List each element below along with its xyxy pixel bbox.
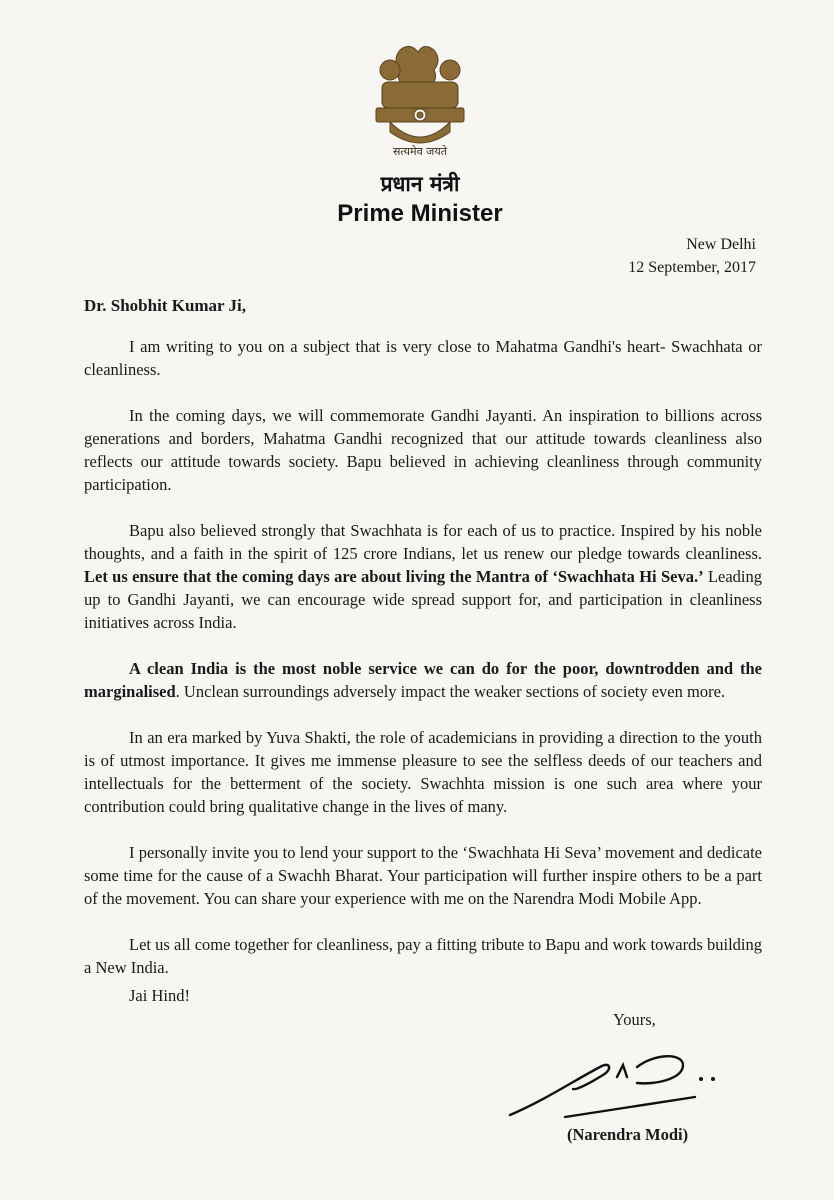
salutation: Dr. Shobhit Kumar Ji, — [84, 296, 247, 315]
paragraph-1: I am writing to you on a subject that is very close to Mahatma Gandhi's heart- Swachhata or cleanliness. — [84, 337, 762, 379]
paragraph-3-emphasis: Let us ensure that the coming days are about living the Mantra of ‘Swachhata Hi Seva.’ — [84, 567, 704, 586]
paragraph-3-text-a: Bapu also believed strongly that Swachhata is for each of us to practice. Inspired by his noble thoughts, and a faith in the spirit of 125 crore Indians, let us renew our pledge towards cleanliness. — [84, 521, 762, 563]
dateline-date: 12 September, 2017 — [628, 259, 756, 276]
letter-body — [84, 335, 762, 1002]
handwritten-signature — [505, 1045, 735, 1125]
paragraph-5: In an era marked by Yuva Shakti, the role of academicians in providing a direction to the youth is of utmost importance. It gives me immense pleasure to see the selfless deeds of our teachers and intellectuals for the betterment of the society. Swachhta mission is one such area where your contribution could bring qualitative change in the lives of many. — [84, 728, 762, 816]
dateline-place: New Delhi — [686, 236, 756, 253]
office-title-english: Prime Minister — [337, 200, 503, 227]
paragraph-2: In the coming days, we will commemorate Gandhi Jayanti. An inspiration to billions across generations and borders, Mahatma Gandhi recognized that our attitude towards cleanliness also reflects our attitude towards society. Bapu believed in achieving cleanliness through community participation. — [84, 406, 762, 494]
paragraph-4 — [84, 657, 762, 703]
yours-closing: Yours, — [613, 1010, 656, 1029]
sign-off: Jai Hind! — [129, 986, 190, 1005]
office-title-hindi: प्रधान मंत्री — [380, 172, 460, 196]
paragraph-3-text-b: Leading up to Gandhi Jayanti, we can encourage wide spread support for, and participation in cleanliness initiatives across India. — [84, 567, 762, 632]
paragraph-3 — [84, 519, 762, 634]
signatory-name: (Narendra Modi) — [567, 1125, 689, 1144]
paragraph-4-text: . Unclean surroundings adversely impact the weaker sections of society even more. — [175, 682, 726, 701]
paragraph-6: I personally invite you to lend your support to the ‘Swachhata Hi Seva’ movement and dedicate some time for the cause of a Swachh Bharat. Your participation will further inspire others to be a part of the movement. You can share your experience with me on the Narendra Modi Mobile App. — [84, 843, 762, 908]
paragraph-4-emphasis: A clean India is the most noble service we can do for the poor, downtrodden and the marginalised — [84, 659, 762, 701]
paragraph-7: Let us all come together for cleanliness, pay a fitting tribute to Bapu and work towards building a New India. — [84, 935, 762, 977]
emblem-motto: सत्यमेव जयते — [392, 145, 447, 158]
